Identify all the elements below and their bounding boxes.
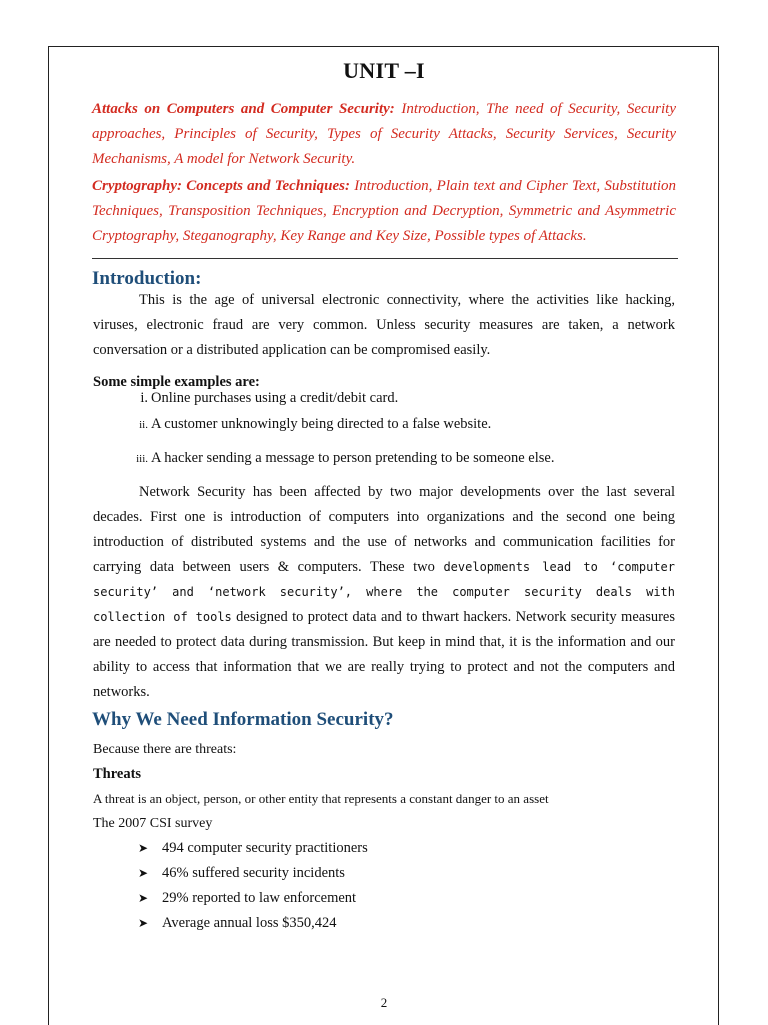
- example-number: iii.: [136, 453, 148, 465]
- example-item: [118, 390, 398, 407]
- survey-bullet: [138, 915, 337, 932]
- syllabus-block: [92, 97, 676, 251]
- syllabus-cryptography-text: Introduction, Plain text and Cipher Text, Substitution Techniques, Transposition Techniques, Encryption and Decryption, Symmetric and Asymmetric Cryptography, Steganography, Key Range and Key Size, Possible types of Attacks.: [92, 178, 677, 244]
- because-text: Because there are threats:: [93, 742, 237, 757]
- example-number: ii.: [139, 419, 148, 431]
- example-text: Online purchases using a credit/debit card.: [151, 390, 399, 406]
- example-number: i.: [140, 390, 148, 406]
- arrow-bullet-icon: ➤: [138, 891, 149, 905]
- threats-heading: Threats: [93, 766, 142, 782]
- syllabus-cryptography: [92, 174, 676, 249]
- survey-bullet: [138, 840, 368, 857]
- para2-part-b: designed to protect data and to thwart hackers. Network security measures are needed to protect data during transmission. But keep in mind that, it is the information and our ability to access that information that we are really trying to protect and not the computers and networks.: [93, 609, 675, 700]
- survey-bullet-text: 46% suffered security incidents: [162, 865, 345, 881]
- survey-bullet-text: 494 computer security practitioners: [162, 840, 368, 856]
- network-security-paragraph: [93, 480, 675, 705]
- example-item: [118, 450, 554, 467]
- unit-title: UNIT –I: [343, 58, 425, 83]
- introduction-heading: Introduction:: [92, 268, 202, 289]
- para2-part-a: Network Security has been affected by two major developments over the last several decades. First one is introduction of computers into organizations and the second one being introduction of distributed systems and the use of networks and communication facilities for carrying data between users & computers. These two: [93, 484, 675, 575]
- arrow-bullet-icon: ➤: [138, 841, 149, 855]
- syllabus-attacks: [92, 97, 676, 172]
- examples-heading: Some simple examples are:: [93, 374, 260, 390]
- divider: [92, 258, 678, 259]
- arrow-bullet-icon: ➤: [138, 916, 149, 930]
- survey-bullet-text: Average annual loss $350,424: [162, 915, 337, 931]
- survey-bullet: [138, 865, 345, 882]
- survey-bullet: [138, 890, 356, 907]
- survey-bullet-text: 29% reported to law enforcement: [162, 890, 357, 906]
- example-text: A customer unknowingly being directed to a false website.: [151, 416, 492, 432]
- survey-label: The 2007 CSI survey: [93, 816, 213, 831]
- why-heading: Why We Need Information Security?: [92, 709, 394, 730]
- threat-definition: A threat is an object, person, or other entity that represents a constant danger to an asset: [93, 791, 549, 806]
- para2-part-mono: developments lead to ‘computer security’ and ‘network security’, where the computer security deals with collection of tools: [93, 560, 675, 624]
- syllabus-attacks-label: Attacks on Computers and Computer Security:: [92, 101, 395, 117]
- syllabus-attacks-text: Introduction, The need of Security, Security approaches, Principles of Security, Types of Security Attacks, Security Services, Security Mechanisms, A model for Network Security.: [92, 101, 676, 167]
- page-number: 2: [380, 995, 388, 1010]
- example-text: A hacker sending a message to person pretending to be someone else.: [151, 450, 555, 466]
- intro-paragraph: [93, 288, 675, 363]
- syllabus-cryptography-label: Cryptography: Concepts and Techniques:: [92, 178, 350, 194]
- intro-paragraph-text: This is the age of universal electronic connectivity, where the activities like hacking, viruses, electronic fraud are very common. Unless security measures are taken, a network conversation or a distributed application can be compromised easily.: [93, 292, 675, 358]
- arrow-bullet-icon: ➤: [138, 866, 149, 880]
- example-item: [118, 416, 491, 433]
